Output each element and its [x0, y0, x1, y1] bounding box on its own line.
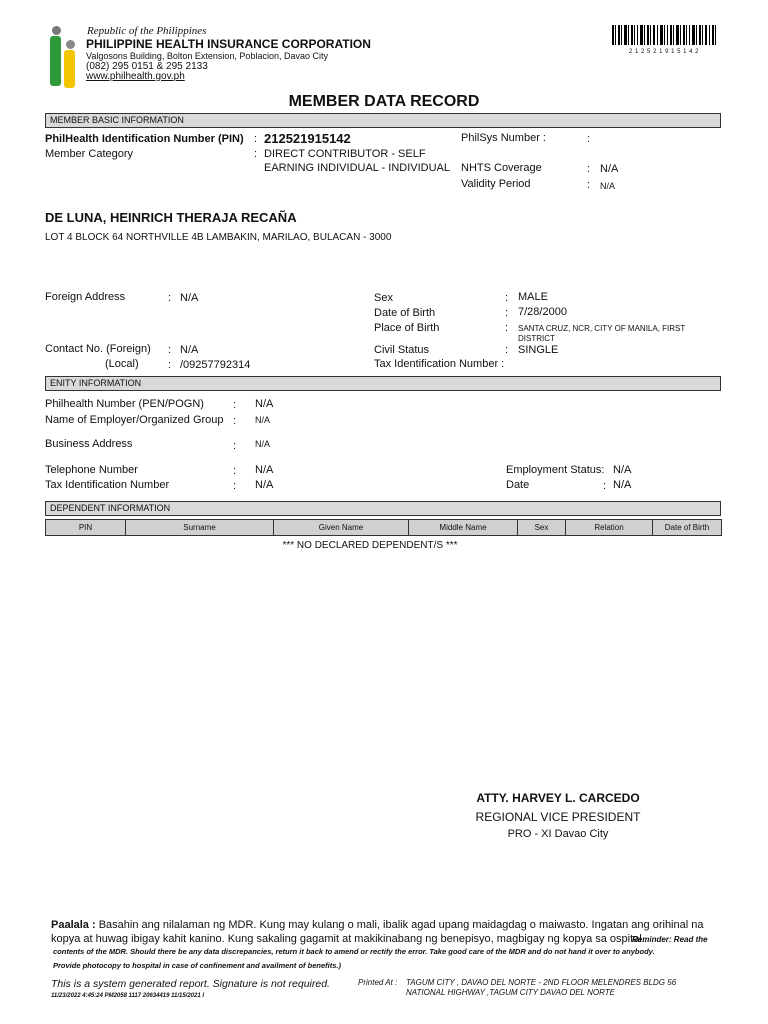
pen-value: N/A: [255, 398, 274, 410]
signatory-office: PRO - XI Davao City: [507, 828, 609, 840]
dob-value: 7/28/2000: [518, 306, 567, 318]
printed-at-label: Printed At :: [358, 978, 398, 987]
printed-at-line2: NATIONAL HIGHWAY ,TAGUM CITY DAVAO DEL NORTE: [406, 988, 615, 997]
logo-bar-yellow: [64, 50, 75, 88]
business-address-value: N/A: [255, 439, 271, 449]
pen-label: Philhealth Number (PEN/POGN): [45, 398, 204, 410]
foreign-address-value: N/A: [180, 292, 199, 304]
entity-date-separator: :: [603, 480, 607, 492]
col-header-given-name: Given Name: [274, 520, 409, 536]
reminder-line2: Provide photocopy to hospital in case of confinement and availment of benefits.): [53, 961, 341, 970]
civil-status-value: SINGLE: [518, 344, 559, 356]
col-header-sex: Sex: [518, 520, 566, 536]
entity-info-header: ENITY INFORMATION: [45, 376, 721, 391]
col-header-middle-name: Middle Name: [409, 520, 518, 536]
entity-date-label: Date: [506, 479, 530, 491]
tin-label: Tax Identification Number :: [374, 358, 505, 370]
nhts-separator: :: [587, 163, 591, 175]
pin-separator: :: [254, 133, 258, 145]
entity-tin-separator: :: [233, 480, 237, 492]
contact-local-separator: :: [168, 359, 172, 371]
col-header-pin: PIN: [46, 520, 126, 536]
dob-label: Date of Birth: [374, 307, 436, 319]
validity-separator: :: [587, 179, 591, 191]
logo-dot-gray-2: [66, 40, 75, 49]
barcode: [612, 25, 716, 55]
republic-label: Republic of the Philippines: [87, 25, 207, 37]
system-note: This is a system generated report. Signature is not required.: [51, 978, 330, 990]
printed-at-line1: TAGUM CITY , DAVAO DEL NORTE - 2ND FLOOR MELENDRES BLDG 56: [406, 978, 677, 987]
logo-bar-green: [50, 36, 61, 86]
pen-separator: :: [233, 399, 237, 411]
validity-label: Validity Period: [461, 178, 531, 190]
philsys-separator: :: [587, 133, 591, 145]
document-title: MEMBER DATA RECORD: [288, 93, 480, 110]
paalala-line2: kopya at huwag ibigay kahit kanino. Kung sakaling gagamit at makikinabang ng benepisyo, magbigay ng kopya sa ospital.: [51, 933, 645, 945]
philhealth-logo: [50, 26, 84, 90]
pob-separator: :: [505, 322, 509, 334]
reminder-line1: contents of the MDR. Should there be any data discrepancies, return it back to amend or rectify the error. Take good care of the MDR and do not hand it over to anybody.: [53, 947, 655, 956]
entity-tin-label: Tax Identification Number: [45, 479, 170, 491]
col-header-relation: Relation: [566, 520, 653, 536]
dependent-info-header: DEPENDENT INFORMATION: [45, 501, 721, 516]
col-header-date-of-birth: Date of Birth: [653, 520, 722, 536]
contact-local-label: (Local): [105, 358, 139, 370]
sex-separator: :: [505, 292, 509, 304]
foreign-address-separator: :: [168, 292, 172, 304]
employer-label: Name of Employer/Organized Group: [45, 414, 224, 426]
civil-status-label: Civil Status: [374, 344, 430, 356]
signatory-position: REGIONAL VICE PRESIDENT: [475, 810, 641, 824]
pin-value: 212521915142: [264, 131, 351, 146]
member-address: LOT 4 BLOCK 64 NORTHVILLE 4B LAMBAKIN, MARILAO, BULACAN - 3000: [45, 232, 392, 243]
col-header-surname: Surname: [126, 520, 274, 536]
sex-label: Sex: [374, 292, 393, 304]
contact-foreign-value: N/A: [180, 344, 199, 356]
foreign-address-label: Foreign Address: [45, 291, 126, 303]
employment-status-label: Employment Status:: [506, 464, 605, 476]
validity-value: N/A: [600, 181, 616, 191]
employer-separator: :: [233, 415, 237, 427]
print-stamp: 11/23/2022 4:45:24 PM2058 1117 20634419 11/15/2021 I: [51, 993, 205, 999]
paalala-line1: Basahin ang nilalaman ng MDR. Kung may kulang o mali, ibalik agad upang maidagdag o maiwasto. Ingatan ang orihinal na: [98, 919, 704, 931]
business-address-separator: :: [233, 440, 237, 452]
member-category-line1: DIRECT CONTRIBUTOR - SELF: [264, 148, 426, 160]
no-dependents-note: *** NO DECLARED DEPENDENT/S ***: [282, 540, 458, 551]
dependent-table-header-row: [46, 520, 722, 536]
member-category-line2: EARNING INDIVIDUAL - INDIVIDUAL: [264, 162, 451, 174]
telephone-separator: :: [233, 465, 237, 477]
member-category-separator: :: [254, 148, 258, 160]
member-name: DE LUNA, HEINRICH THERAJA RECAÑA: [45, 210, 297, 225]
philsys-label: PhilSys Number :: [461, 132, 546, 144]
barcode-number: 2 1 2 5 2 1 9 1 5 1 4 2: [629, 49, 699, 55]
business-address-label: Business Address: [45, 438, 133, 450]
nhts-value: N/A: [600, 163, 619, 175]
paalala-label: Paalala :: [51, 919, 96, 931]
pin-label: PhilHealth Identification Number (PIN): [45, 133, 244, 145]
org-name: PHILIPPINE HEALTH INSURANCE CORPORATION: [86, 37, 371, 51]
employment-status-value: N/A: [613, 464, 632, 476]
nhts-label: NHTS Coverage: [461, 162, 542, 174]
sex-value: MALE: [518, 291, 548, 303]
contact-local-value: /09257792314: [180, 359, 251, 371]
telephone-label: Telephone Number: [45, 464, 138, 476]
barcode-bars: [612, 25, 716, 45]
contact-foreign-label: Contact No. (Foreign): [45, 343, 151, 355]
org-website[interactable]: www.philhealth.gov.ph: [86, 71, 185, 82]
pob-line1: SANTA CRUZ, NCR, CITY OF MANILA, FIRST: [518, 324, 686, 333]
member-category-label: Member Category: [45, 148, 134, 160]
entity-tin-value: N/A: [255, 479, 274, 491]
pob-line2: DISTRICT: [518, 334, 555, 343]
contact-foreign-separator: :: [168, 344, 172, 356]
entity-date-value: N/A: [613, 479, 632, 491]
dob-separator: :: [505, 307, 509, 319]
pob-label: Place of Birth: [374, 322, 440, 334]
signatory-name: ATTY. HARVEY L. CARCEDO: [476, 791, 640, 805]
paalala-notice: [51, 919, 703, 931]
org-address: Valgosons Building, Bolton Extension, Poblacion, Davao City: [86, 51, 328, 61]
member-basic-info-header: MEMBER BASIC INFORMATION: [45, 113, 721, 128]
dependent-table: [45, 519, 722, 536]
telephone-value: N/A: [255, 464, 274, 476]
org-phone: (082) 295 0151 & 295 2133: [86, 61, 208, 72]
reminder-tag: Reminder: Read the: [632, 935, 708, 944]
civil-status-separator: :: [505, 344, 509, 356]
employer-value: N/A: [255, 415, 271, 425]
logo-dot-gray: [52, 26, 61, 35]
